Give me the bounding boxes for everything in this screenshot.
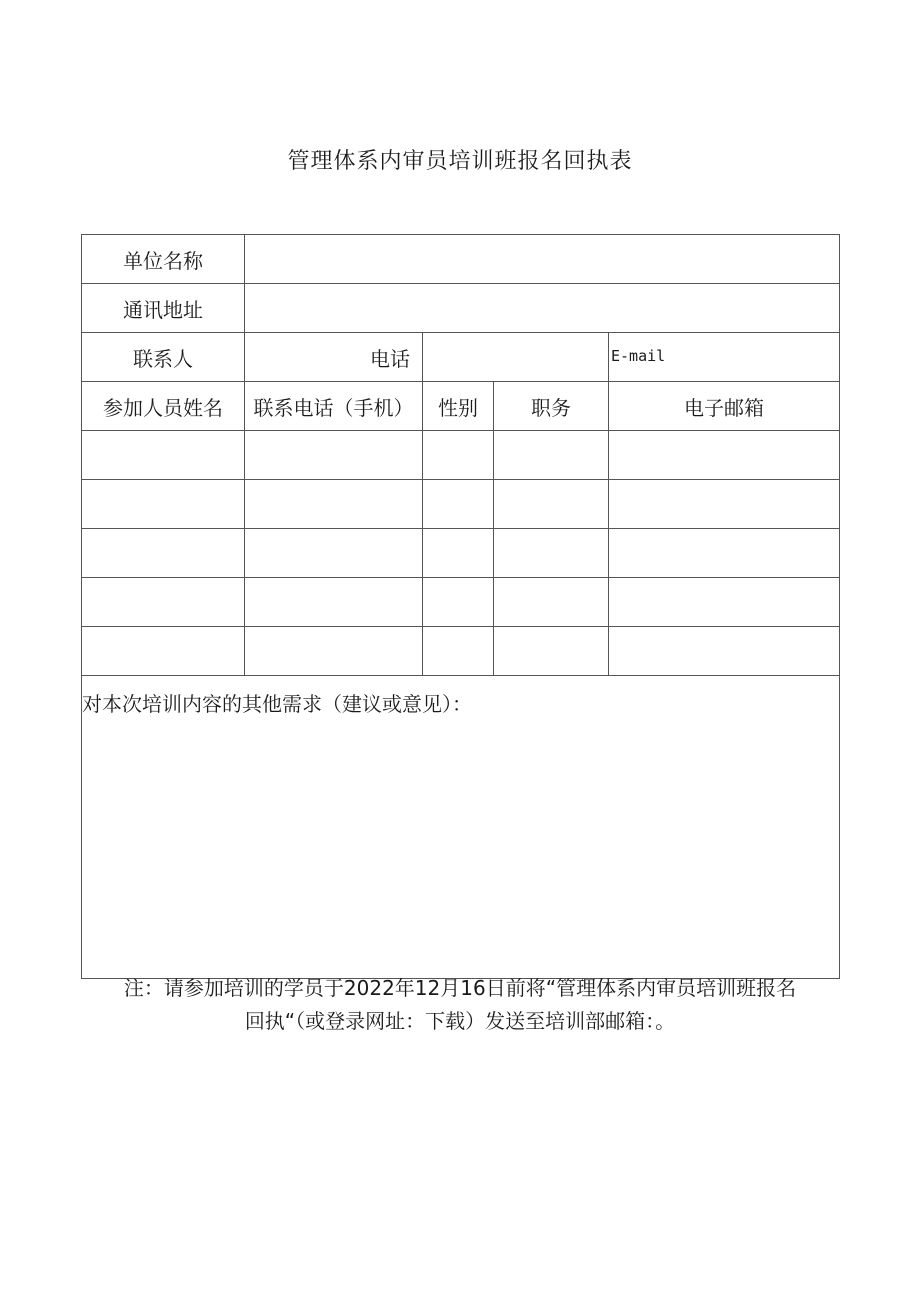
contact-label: 联系人 [82, 333, 245, 382]
participant-email-cell[interactable] [609, 480, 840, 529]
address-label: 通讯地址 [82, 284, 245, 333]
footnote-line-1: 注：请参加培训的学员于2022年12月16日前将“管理体系内审员培训班报名 [123, 976, 797, 1000]
participant-email-cell[interactable] [609, 529, 840, 578]
participant-row [82, 480, 840, 529]
participant-name-cell[interactable] [82, 480, 245, 529]
participant-mobile-cell[interactable] [245, 627, 423, 676]
participant-row [82, 431, 840, 480]
participant-position-cell[interactable] [494, 627, 609, 676]
participant-name-cell[interactable] [82, 529, 245, 578]
participant-name-cell[interactable] [82, 627, 245, 676]
remarks-row [82, 676, 840, 979]
participant-email-cell[interactable] [609, 627, 840, 676]
participant-name-cell[interactable] [82, 578, 245, 627]
remarks-cell[interactable] [82, 676, 840, 979]
header-position: 职务 [494, 382, 609, 431]
participant-position-cell[interactable] [494, 529, 609, 578]
participant-gender-cell[interactable] [423, 480, 494, 529]
contact-row [82, 333, 840, 382]
participant-mobile-cell[interactable] [245, 578, 423, 627]
participants-header-row [82, 382, 840, 431]
participant-position-cell[interactable] [494, 431, 609, 480]
form-title: 管理体系内审员培训班报名回执表 [287, 149, 633, 174]
remarks-label: 对本次培训内容的其他需求（建议或意见）： [82, 692, 472, 716]
participant-gender-cell[interactable] [423, 431, 494, 480]
participant-row [82, 578, 840, 627]
participant-position-cell[interactable] [494, 480, 609, 529]
participant-gender-cell[interactable] [423, 578, 494, 627]
participant-email-cell[interactable] [609, 431, 840, 480]
participant-row [82, 529, 840, 578]
participant-mobile-cell[interactable] [245, 431, 423, 480]
participant-mobile-cell[interactable] [245, 480, 423, 529]
header-gender: 性别 [423, 382, 494, 431]
header-mobile: 联系电话（手机） [245, 382, 423, 431]
participant-email-cell[interactable] [609, 578, 840, 627]
phone-field[interactable] [423, 333, 609, 382]
unit-label: 单位名称 [82, 235, 245, 284]
participant-name-cell[interactable] [82, 431, 245, 480]
phone-label: 电话 [245, 333, 423, 382]
participant-position-cell[interactable] [494, 578, 609, 627]
registration-form-table [81, 234, 840, 979]
address-row [82, 284, 840, 333]
email-label: E-mail [609, 333, 840, 382]
unit-row [82, 235, 840, 284]
unit-field[interactable] [245, 235, 840, 284]
footnote-line-2: 回执“（或登录网址：下载）发送至培训部邮箱：。 [244, 1009, 676, 1033]
participant-gender-cell[interactable] [423, 529, 494, 578]
address-field[interactable] [245, 284, 840, 333]
footnote [0, 972, 920, 1038]
participant-gender-cell[interactable] [423, 627, 494, 676]
header-name: 参加人员姓名 [82, 382, 245, 431]
header-email: 电子邮箱 [609, 382, 840, 431]
participant-mobile-cell[interactable] [245, 529, 423, 578]
participant-row [82, 627, 840, 676]
